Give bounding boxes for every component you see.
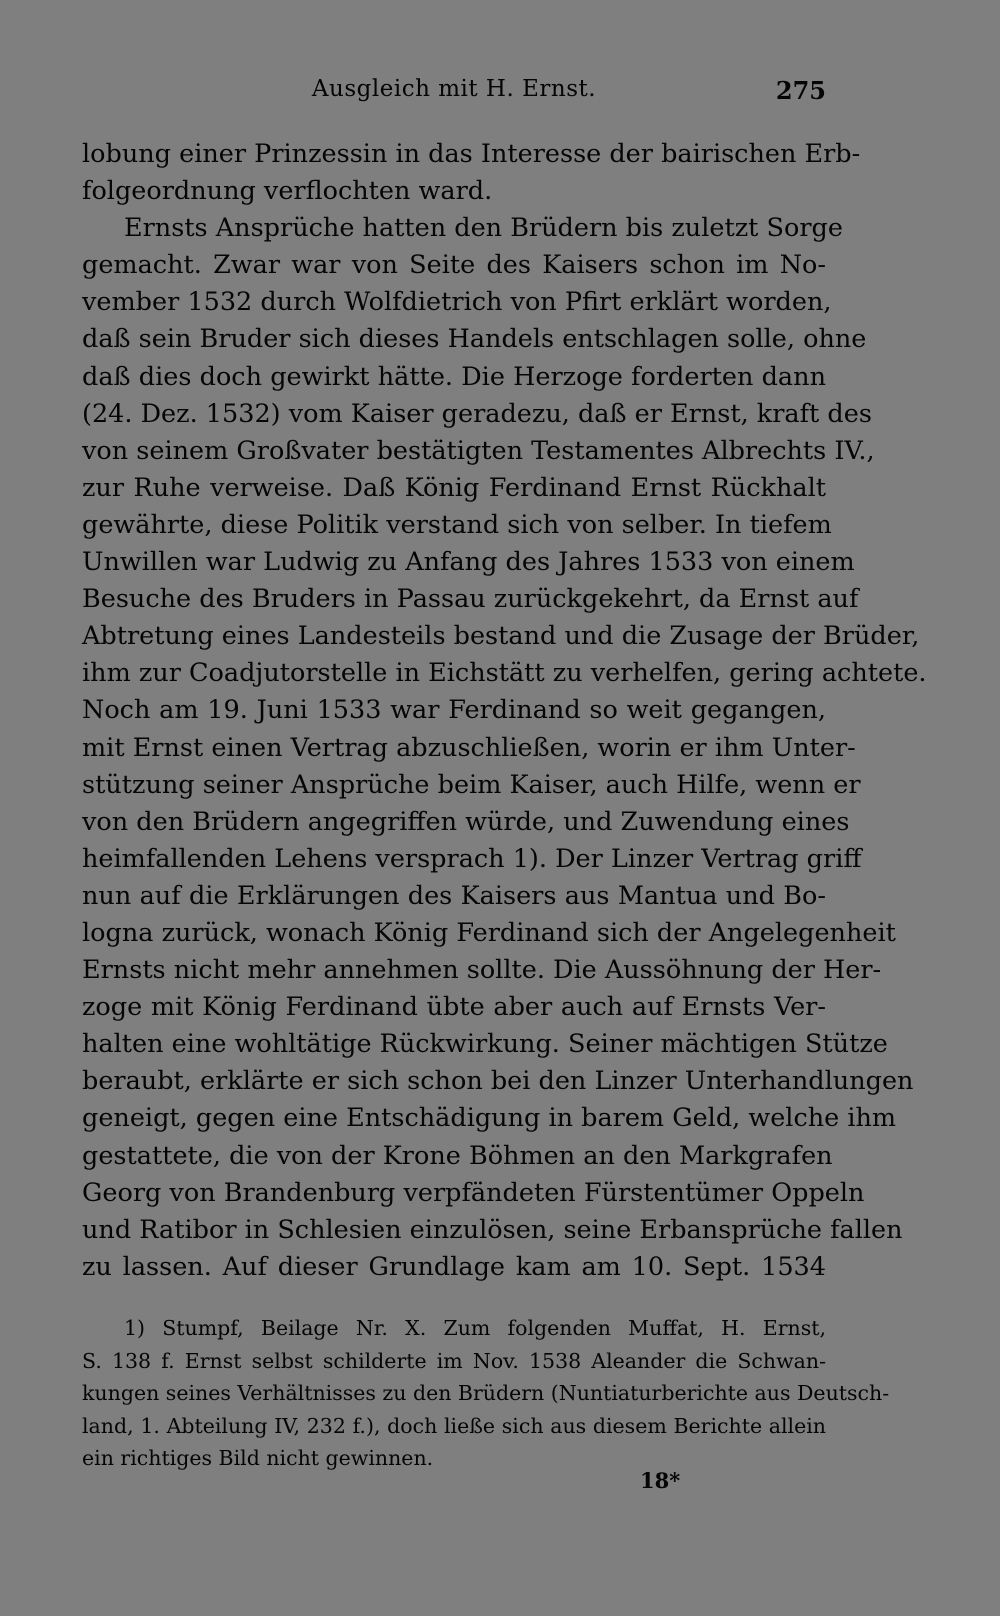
text-line: Noch am 19. Juni 1533 war Ferdinand so weit gegangen, [82,695,826,726]
footnote-line: S. 138 f. Ernst selbst schilderte im Nov. 1538 Aleander die Schwan- [82,1348,826,1373]
text-line: Besuche des Bruders in Passau zurückgekehrt, da Ernst auf [82,584,859,615]
text-line: logna zurück, wonach König Ferdinand sich der Angelegenheit [82,917,896,948]
text-line: (24. Dez. 1532) vom Kaiser geradezu, daß er Ernst, kraft des [82,398,872,429]
text-line: ihm zur Coadjutorstelle in Eichstätt zu verhelfen, gering achtete. [82,658,927,689]
text-line: Ernsts nicht mehr annehmen sollte. Die Aussöhnung der Her- [82,955,882,986]
footnote-line: kungen seines Verhältnisses zu den Brüdern (Nuntiaturberichte aus Deutsch- [82,1381,890,1405]
footnote-line: ein richtiges Bild nicht gewinnen. [82,1446,434,1470]
text-line: geneigt, gegen eine Entschädigung in barem Geld, welche ihm [82,1103,897,1134]
text-line: zu lassen. Auf dieser Grundlage kam am 10. Sept. 1534 [82,1251,826,1282]
footnote-line: 1) Stumpf, Beilage Nr. X. Zum folgenden Muffat, H. Ernst, [124,1316,826,1340]
body-text [82,136,927,1286]
text-line: von den Brüdern angegriffen würde, und Zuwendung eines [82,806,850,837]
text-line: Abtretung eines Landesteils bestand und die Zusage der Brüder, [82,621,920,652]
text-line: gewährte, diese Politik verstand sich von selber. In tiefem [82,509,832,540]
text-line: Unwillen war Ludwig zu Anfang des Jahres 1533 von einem [82,547,855,578]
text-line: zoge mit König Ferdinand übte aber auch auf Ernsts Ver- [82,992,826,1023]
running-title: Ausgleich mit H. Ernst. [311,76,597,102]
text-line: lobung einer Prinzessin in das Interesse der bairischen Erb- [82,139,861,169]
text-line: von seinem Großvater bestätigten Testamentes Albrechts IV., [82,435,875,466]
text-line: vember 1532 durch Wolfdietrich von Pfirt erklärt worden, [82,287,832,318]
text-line: stützung seiner Ansprüche beim Kaiser, auch Hilfe, wenn er [82,769,861,800]
text-line: Ernsts Ansprüche hatten den Brüdern bis zuletzt Sorge [124,213,843,244]
text-line: folgeordnung verflochten ward. [82,176,493,207]
text-line: gemacht. Zwar war von Seite des Kaisers schon im No- [82,250,826,281]
signature-mark: 18* [640,1468,681,1493]
text-line: beraubt, erklärte er sich schon bei den Linzer Unterhandlungen [82,1066,914,1097]
text-line: daß sein Bruder sich dieses Handels entschlagen solle, ohne [82,324,867,355]
text-line: zur Ruhe verweise. Daß König Ferdinand Ernst Rückhalt [82,472,826,503]
text-line: nun auf die Erklärungen des Kaisers aus Mantua und Bo- [82,880,826,911]
text-line: gestattete, die von der Krone Böhmen an den Markgrafen [82,1140,833,1171]
text-line: heimfallenden Lehens versprach 1). Der Linzer Vertrag griff [82,843,862,874]
footnote-line: land, 1. Abteilung IV, 232 f.), doch ließe sich aus diesem Berichte allein [82,1413,826,1438]
footnotes [82,1312,890,1475]
page-number: 275 [775,76,826,105]
running-header [82,76,826,112]
text-line: halten eine wohltätige Rückwirkung. Seiner mächtigen Stütze [82,1029,888,1060]
text-line: daß dies doch gewirkt hätte. Die Herzoge forderten dann [82,361,826,392]
text-line: Georg von Brandenburg verpfändeten Fürstentümer Oppeln [82,1177,865,1208]
text-line: und Ratibor in Schlesien einzulösen, seine Erbansprüche fallen [82,1214,903,1245]
text-line: mit Ernst einen Vertrag abzuschließen, worin er ihm Unter- [82,732,856,763]
